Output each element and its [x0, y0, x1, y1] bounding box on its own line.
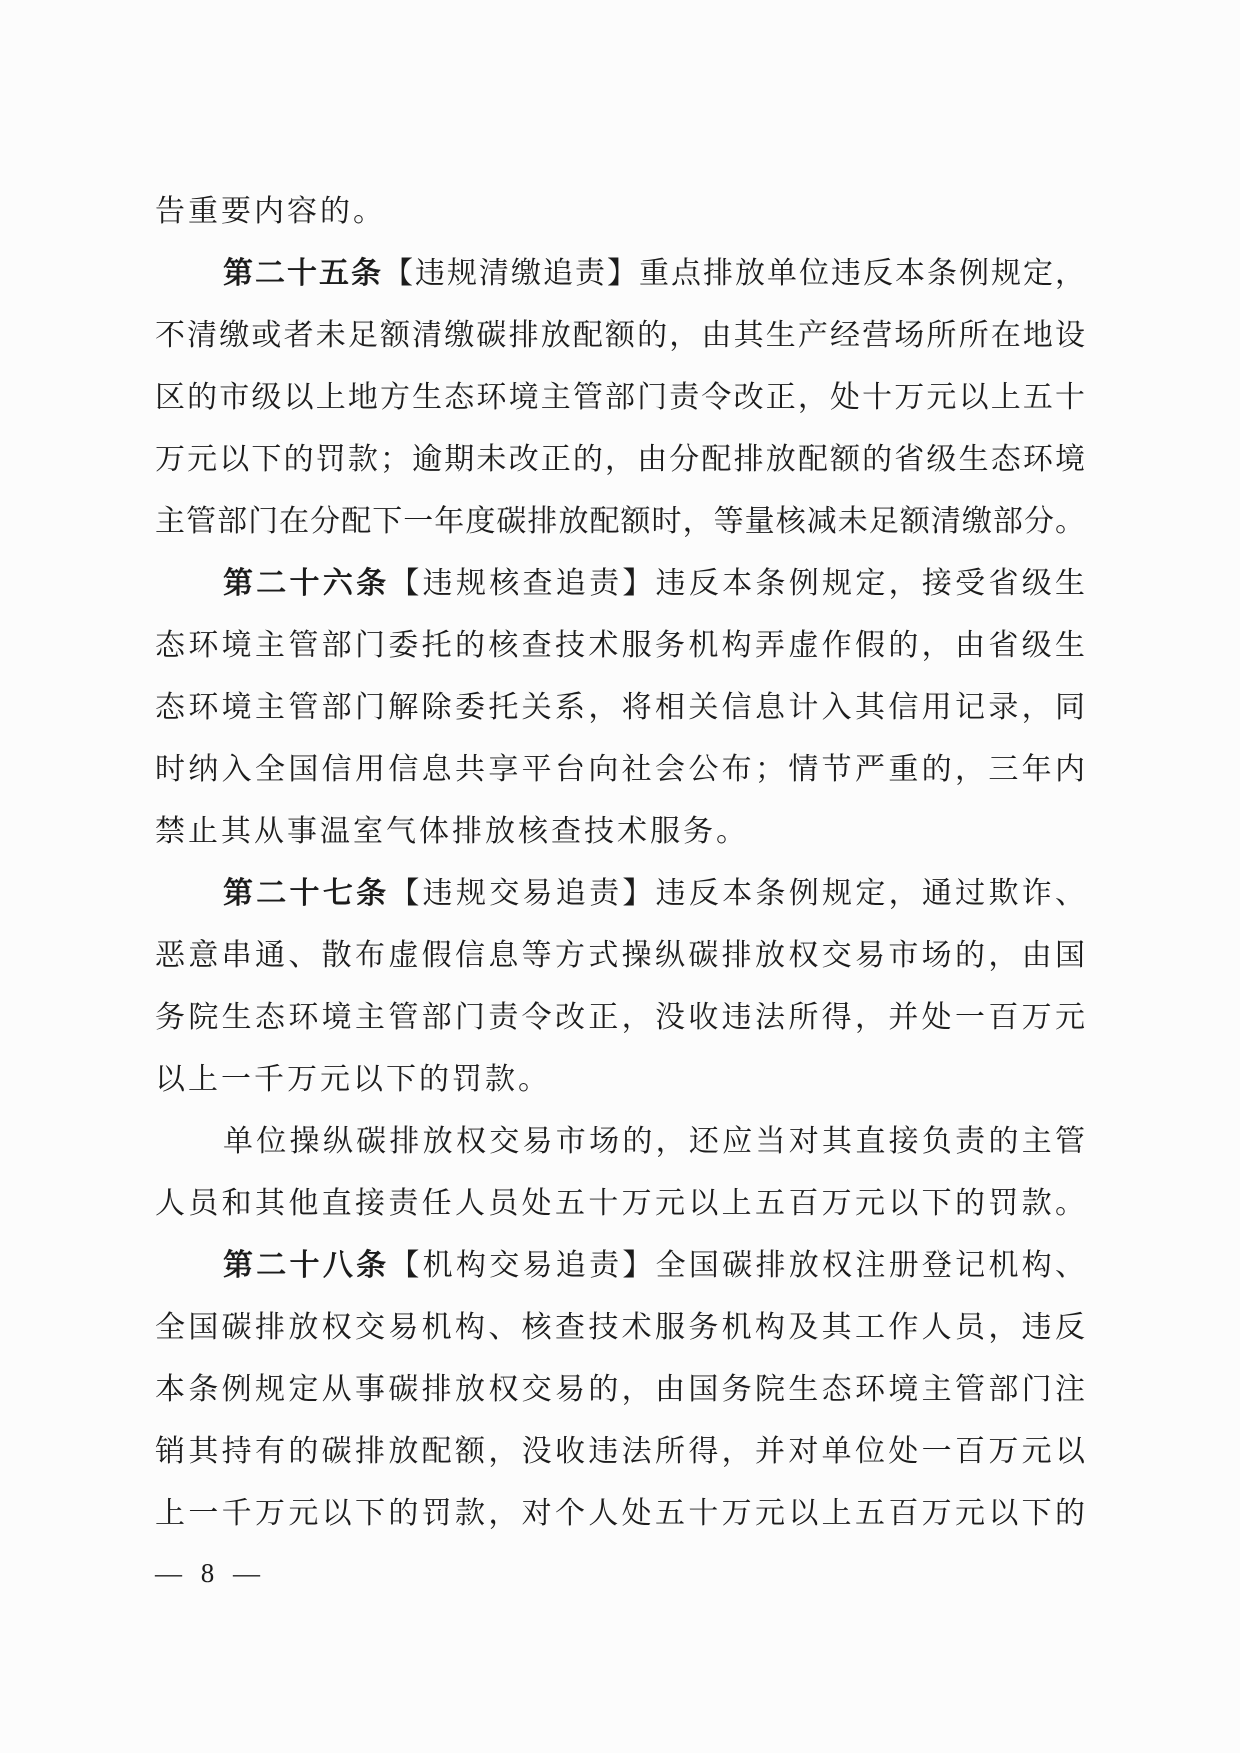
- article-text: 禁止其从事温室气体排放核查技术服务。: [155, 815, 749, 848]
- article-text: 主管部门在分配下一年度碳排放配额时，等量核减未足额清缴部分。: [155, 505, 1085, 538]
- article-title-bracket: 【违规清缴追责】: [383, 257, 639, 290]
- article-title-bracket: 【违规核查追责】: [389, 567, 656, 600]
- text-line: [155, 863, 1085, 925]
- text-line: [155, 1235, 1085, 1297]
- article-text: 上一千万元以下的罚款，对个人处五十万元以上五百万元以下的: [155, 1497, 1085, 1530]
- article-number: 第二十八条: [223, 1249, 390, 1282]
- article-text: 时纳入全国信用信息共享平台向社会公布；情节严重的，三年内: [155, 753, 1085, 786]
- document-text: [155, 181, 1085, 1545]
- text-line: [155, 1359, 1085, 1421]
- text-line: [155, 1173, 1085, 1235]
- text-line: [155, 181, 1085, 243]
- text-line: [155, 367, 1085, 429]
- article-text: 以上一千万元以下的罚款。: [155, 1063, 551, 1096]
- article-number: 第二十五条: [223, 257, 383, 290]
- article-text: 万元以下的罚款；逾期未改正的，由分配排放配额的省级生态环境: [155, 443, 1085, 476]
- article-text: 本条例规定从事碳排放权交易的，由国务院生态环境主管部门注: [155, 1373, 1085, 1406]
- text-line: [155, 925, 1085, 987]
- article-text: 告重要内容的。: [155, 195, 386, 228]
- article-text: 人员和其他直接责任人员处五十万元以上五百万元以下的罚款。: [155, 1187, 1085, 1220]
- text-line: [155, 491, 1085, 553]
- article-text: 全国碳排放权注册登记机构、: [655, 1249, 1086, 1282]
- article-text: 态环境主管部门委托的核查技术服务机构弄虚作假的，由省级生: [155, 629, 1085, 662]
- article-text: 务院生态环境主管部门责令改正，没收违法所得，并处一百万元: [155, 1001, 1085, 1034]
- article-text: 违反本条例规定，接受省级生: [655, 567, 1086, 600]
- text-line: [155, 1111, 1085, 1173]
- text-line: [155, 243, 1085, 305]
- article-title-bracket: 【机构交易追责】: [389, 1249, 656, 1282]
- text-line: [155, 305, 1085, 367]
- text-line: [155, 801, 1085, 863]
- article-text: 全国碳排放权交易机构、核查技术服务机构及其工作人员，违反: [155, 1311, 1085, 1344]
- article-text: 重点排放单位违反本条例规定，: [639, 257, 1085, 290]
- article-text: 违反本条例规定，通过欺诈、: [655, 877, 1086, 910]
- text-line: [155, 615, 1085, 677]
- article-text: 区的市级以上地方生态环境主管部门责令改正，处十万元以上五十: [155, 381, 1085, 414]
- article-text: 销其持有的碳排放配额，没收违法所得，并对单位处一百万元以: [155, 1435, 1085, 1468]
- text-line: [155, 553, 1085, 615]
- article-text: 态环境主管部门解除委托关系，将相关信息计入其信用记录，同: [155, 691, 1085, 724]
- text-line: [155, 739, 1085, 801]
- text-line: [155, 677, 1085, 739]
- page-number: — 8 —: [155, 1558, 261, 1588]
- article-title-bracket: 【违规交易追责】: [389, 877, 656, 910]
- text-line: [155, 1297, 1085, 1359]
- article-text: 恶意串通、散布虚假信息等方式操纵碳排放权交易市场的，由国: [155, 939, 1085, 972]
- article-text: 单位操纵碳排放权交易市场的，还应当对其直接负责的主管: [223, 1125, 1085, 1158]
- text-line: [155, 429, 1085, 491]
- text-line: [155, 987, 1085, 1049]
- article-number: 第二十七条: [223, 877, 390, 910]
- article-number: 第二十六条: [223, 567, 390, 600]
- text-line: [155, 1049, 1085, 1111]
- text-line: [155, 1421, 1085, 1483]
- article-text: 不清缴或者未足额清缴碳排放配额的，由其生产经营场所所在地设: [155, 319, 1085, 352]
- text-line: [155, 1483, 1085, 1545]
